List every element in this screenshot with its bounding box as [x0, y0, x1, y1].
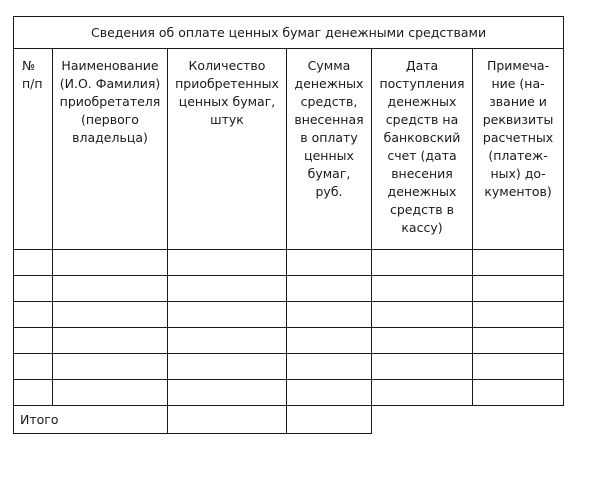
- table-cell: [473, 250, 564, 276]
- table-row: [14, 302, 564, 328]
- header-note: [473, 49, 564, 250]
- table-cell: [372, 328, 473, 354]
- table-title-row: [14, 17, 564, 49]
- table-cell: [168, 354, 287, 380]
- table-title: Сведения об оплате ценных бумаг денежными средствами: [14, 17, 564, 49]
- table-cell: [473, 380, 564, 406]
- table-cell: [14, 302, 53, 328]
- table-cell: [53, 328, 168, 354]
- table-cell: [473, 302, 564, 328]
- table-cell: [168, 276, 287, 302]
- header-note-text: Примеча- ние (на- звание и реквизиты расчетных (платеж- ных) до- кументов): [482, 58, 554, 199]
- table-cell: [53, 354, 168, 380]
- table-cell: [53, 250, 168, 276]
- table-cell: [372, 380, 473, 406]
- table-cell: [14, 328, 53, 354]
- table-cell: [372, 302, 473, 328]
- table-cell: [53, 380, 168, 406]
- table-row: [14, 354, 564, 380]
- table-cell: [473, 354, 564, 380]
- table-body: [14, 250, 564, 406]
- table-cell: [287, 250, 372, 276]
- table-cell: [473, 328, 564, 354]
- table-cell: [14, 380, 53, 406]
- header-acquirer-name-text: Наименование (И.О. Фамилия) приобретателя (первого владельца): [59, 58, 161, 145]
- header-date-text: Дата поступления денежных средств на банковский счет (дата внесения денежных средств в кассу): [379, 58, 465, 235]
- header-number: [14, 49, 53, 250]
- total-amount-cell: [287, 406, 372, 434]
- total-row: [14, 406, 564, 434]
- header-date: [372, 49, 473, 250]
- header-quantity-text: Количество приобретенных ценных бумаг, штук: [175, 58, 279, 127]
- table-cell: [287, 354, 372, 380]
- header-number-text: № п/п: [22, 58, 43, 91]
- table-cell: [287, 276, 372, 302]
- header-amount-text: Сумма денежных средств, внесенная в оплату ценных бумаг, руб.: [294, 58, 364, 199]
- total-quantity-cell: [168, 406, 287, 434]
- table-cell: [372, 276, 473, 302]
- header-amount: [287, 49, 372, 250]
- header-acquirer-name: [53, 49, 168, 250]
- header-quantity: [168, 49, 287, 250]
- table-row: [14, 250, 564, 276]
- table-row: [14, 380, 564, 406]
- table-cell: [168, 380, 287, 406]
- table-cell: [53, 302, 168, 328]
- table-row: [14, 328, 564, 354]
- table-cell: [53, 276, 168, 302]
- table-cell: [14, 250, 53, 276]
- table-cell: [287, 302, 372, 328]
- table-cell: [287, 328, 372, 354]
- table-cell: [168, 250, 287, 276]
- table-cell: [168, 302, 287, 328]
- total-empty-cell: [473, 406, 564, 434]
- table-cell: [168, 328, 287, 354]
- table-cell: [14, 354, 53, 380]
- payments-table: [13, 16, 564, 434]
- total-label: Итого: [14, 406, 168, 434]
- table-row: [14, 276, 564, 302]
- total-empty-cell: [372, 406, 473, 434]
- table-cell: [473, 276, 564, 302]
- table-cell: [287, 380, 372, 406]
- table-cell: [372, 354, 473, 380]
- table-cell: [372, 250, 473, 276]
- table-header-row: [14, 49, 564, 250]
- table-cell: [14, 276, 53, 302]
